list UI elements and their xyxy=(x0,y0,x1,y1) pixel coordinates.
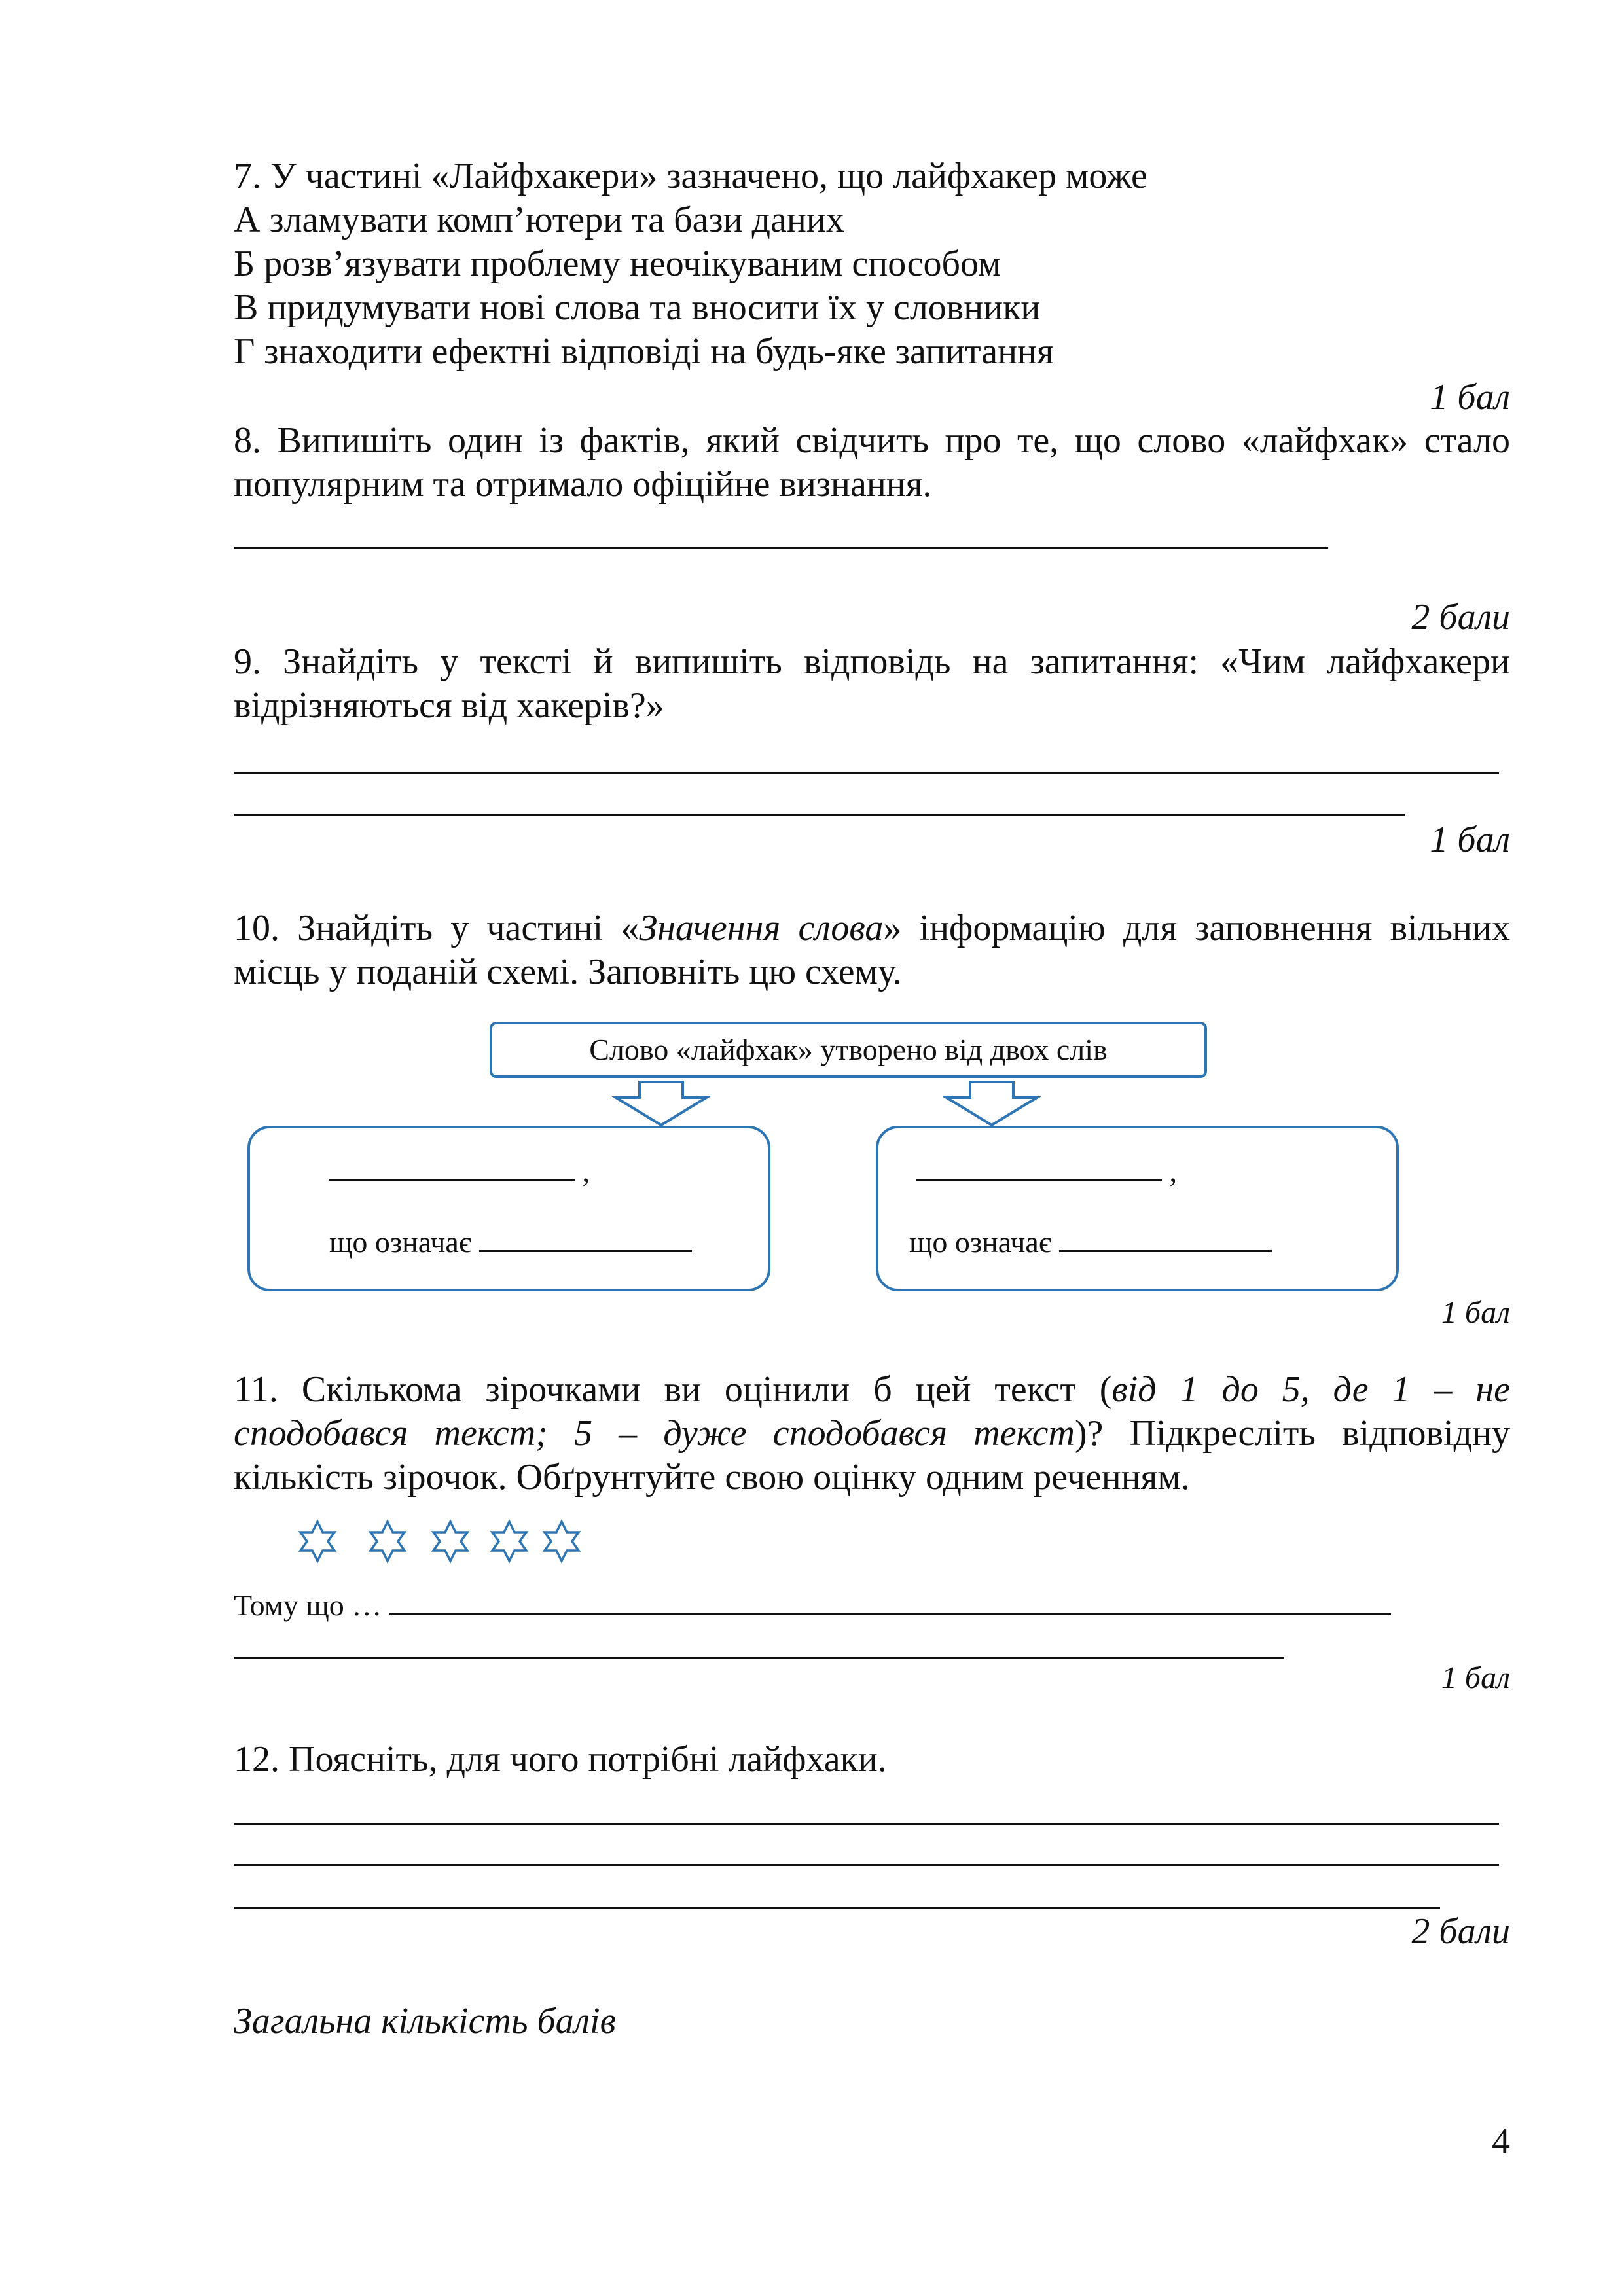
star-5-icon[interactable] xyxy=(545,1522,579,1561)
q9-answer-line-1[interactable] xyxy=(234,772,1499,774)
q8-line1: 8. Випишіть один із фактів, який свідчить про те, що слово «лайфхак» стало xyxy=(234,420,1510,461)
q10-line2: місць у поданій схемі. Заповніть цю схему. xyxy=(234,952,902,992)
q12-answer-line-1[interactable] xyxy=(234,1823,1499,1825)
q7-score: 1 бал xyxy=(1430,377,1510,418)
q10-line1: 10. Знайдіть у частині «Значення слова» інформацію для заповнення вільних xyxy=(234,908,1510,948)
q8-score: 2 бали xyxy=(1411,597,1510,637)
q8-line2: популярним та отримало офіційне визнання. xyxy=(234,464,932,505)
total-score-label: Загальна кількість балів xyxy=(234,2001,616,2041)
q11-score: 1 бал xyxy=(1441,1660,1510,1695)
star-2-icon[interactable] xyxy=(370,1522,405,1561)
diagram-top-box: Слово «лайфхак» утворено від двох слів xyxy=(490,1022,1207,1078)
left-meaning-blank[interactable]: що означає xyxy=(329,1224,692,1259)
q12-answer-line-3[interactable] xyxy=(234,1907,1440,1909)
q7-option-b[interactable]: Б розв’язувати проблему неочікуваним способом xyxy=(234,243,1001,284)
q11-line1: 11. Скількома зірочками ви оцінили б цей текст (від 1 до 5, де 1 – не xyxy=(234,1369,1510,1410)
q9-score: 1 бал xyxy=(1430,819,1510,860)
q10-score: 1 бал xyxy=(1441,1295,1510,1330)
q7-option-a[interactable]: А зламувати комп’ютери та бази даних xyxy=(234,200,844,240)
diagram-right-box xyxy=(876,1126,1399,1291)
q7-title: 7. У частині «Лайфхакери» зазначено, що лайфхакер може xyxy=(234,156,1147,196)
q12-title: 12. Поясніть, для чого потрібні лайфхаки. xyxy=(234,1739,887,1780)
q11-line3: кількість зірочок. Обґрунтуйте свою оцінку одним реченням. xyxy=(234,1457,1190,1498)
q12-score: 2 бали xyxy=(1411,1911,1510,1952)
down-arrow-right-icon xyxy=(943,1081,1041,1128)
q12-answer-line-2[interactable] xyxy=(234,1864,1499,1866)
down-arrow-left-icon xyxy=(612,1081,710,1128)
left-word-blank[interactable]: , xyxy=(329,1153,590,1189)
rating-stars xyxy=(298,1518,599,1564)
q9-answer-line-2[interactable] xyxy=(234,814,1405,816)
star-1-icon[interactable] xyxy=(300,1522,334,1561)
q8-answer-line[interactable] xyxy=(234,547,1328,549)
right-word-blank[interactable]: , xyxy=(916,1153,1177,1189)
diagram-left-box xyxy=(247,1126,770,1291)
star-3-icon[interactable] xyxy=(433,1522,467,1561)
q11-line2: сподобався текст; 5 – дуже сподобався текст)? Підкресліть відповідну xyxy=(234,1413,1510,1454)
q7-option-c[interactable]: В придумувати нові слова та вносити їх у словники xyxy=(234,287,1041,328)
q9-line1: 9. Знайдіть у тексті й випишіть відповідь на запитання: «Чим лайфхакери xyxy=(234,641,1510,682)
q9-line2: відрізняються від хакерів?» xyxy=(234,685,664,726)
q11-answer-line-2[interactable] xyxy=(234,1657,1284,1659)
page-number: 4 xyxy=(1492,2121,1510,2162)
q7-option-d[interactable]: Г знаходити ефектні відповіді на будь-яке запитання xyxy=(234,331,1054,372)
star-4-icon[interactable] xyxy=(492,1522,526,1561)
because-line[interactable]: Тому що … xyxy=(234,1587,1391,1623)
right-meaning-blank[interactable]: що означає xyxy=(909,1224,1272,1259)
